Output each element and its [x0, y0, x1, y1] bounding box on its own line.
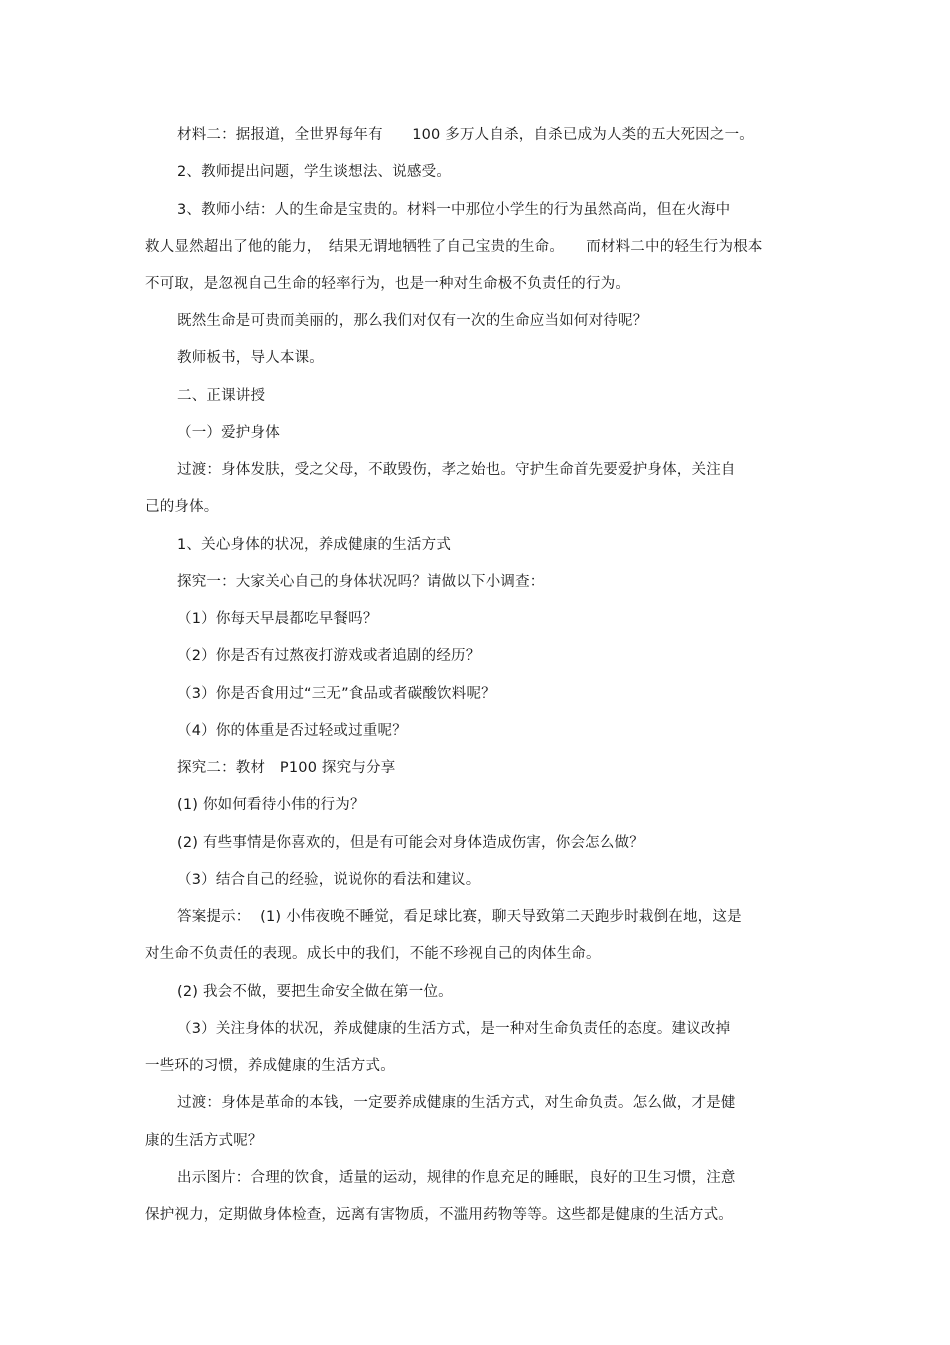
- paragraph-line: （3）关注身体的状况，养成健康的生活方式，是一种对生命负责任的态度。建议改掉: [177, 1021, 731, 1037]
- list-item: （2）你是否有过熬夜打游戏或者追剧的经历？: [177, 648, 481, 664]
- paragraph-line: 探究一：大家关心自己的身体状况吗？请做以下小调查：: [177, 574, 545, 590]
- paragraph-line: 答案提示： (1) 小伟夜晚不睡觉，看足球比赛，聊天导致第二天跑步时栽倒在地，这是: [177, 909, 742, 925]
- paragraph-line: 不可取，是忽视自己生命的轻率行为，也是一种对生命极不负责任的行为。: [145, 276, 631, 292]
- list-item: (2) 有些事情是你喜欢的，但是有可能会对身体造成伤害，你会怎么做？: [177, 835, 644, 851]
- paragraph-line: 康的生活方式呢？: [145, 1133, 263, 1149]
- paragraph-line: 己的身体。: [145, 499, 219, 515]
- list-item: （3）你是否食用过“三无”食品或者碳酸饮料呢？: [177, 686, 496, 702]
- paragraph-line: 教师板书，导人本课。: [177, 350, 324, 366]
- paragraph-line: 过渡：身体发肤，受之父母，不敢毁伤，孝之始也。守护生命首先要爱护身体，关注自: [177, 462, 736, 478]
- paragraph-line: 3、教师小结：人的生命是宝贵的。材料一中那位小学生的行为虽然高尚，但在火海中: [177, 202, 731, 218]
- section-heading: 二、正课讲授: [177, 388, 266, 404]
- paragraph-line: 1、关心身体的状况，养成健康的生活方式: [177, 537, 452, 553]
- list-item: （1）你每天早晨都吃早餐吗？: [177, 611, 378, 627]
- paragraph-line: 既然生命是可贵而美丽的，那么我们对仅有一次的生命应当如何对待呢？: [177, 313, 648, 329]
- subsection-heading: （一）爱护身体: [177, 425, 280, 441]
- paragraph-line: 2、教师提出问题，学生谈想法、说感受。: [177, 164, 452, 180]
- paragraph-line: 探究二：教材 P100 探究与分享: [177, 760, 396, 776]
- paragraph-line: (2) 我会不做，要把生命安全做在第一位。: [177, 984, 453, 1000]
- paragraph-line: 对生命不负责任的表现。成长中的我们，不能不珍视自己的肉体生命。: [145, 946, 601, 962]
- paragraph-line: 出示图片：合理的饮食，适量的运动，规律的作息充足的睡眠，良好的卫生习惯，注意: [177, 1170, 736, 1186]
- list-item: （4）你的体重是否过轻或过重呢？: [177, 723, 407, 739]
- paragraph-line: 一些环的习惯，养成健康的生活方式。: [145, 1058, 395, 1074]
- paragraph-line: 材料二：据报道，全世界每年有 100 多万人自杀，自杀已成为人类的五大死因之一。: [177, 127, 754, 143]
- paragraph-line: 保护视力，定期做身体检查，远离有害物质，不滥用药物等等。这些都是健康的生活方式。: [145, 1207, 733, 1223]
- paragraph-line: 救人显然超出了他的能力， 结果无谓地牺牲了自己宝贵的生命。 而材料二中的轻生行为根本: [145, 239, 763, 255]
- list-item: （3）结合自己的经验，说说你的看法和建议。: [177, 872, 481, 888]
- list-item: (1) 你如何看待小伟的行为？: [177, 797, 365, 813]
- paragraph-line: 过渡：身体是革命的本钱，一定要养成健康的生活方式，对生命负责。怎么做，才是健: [177, 1095, 736, 1111]
